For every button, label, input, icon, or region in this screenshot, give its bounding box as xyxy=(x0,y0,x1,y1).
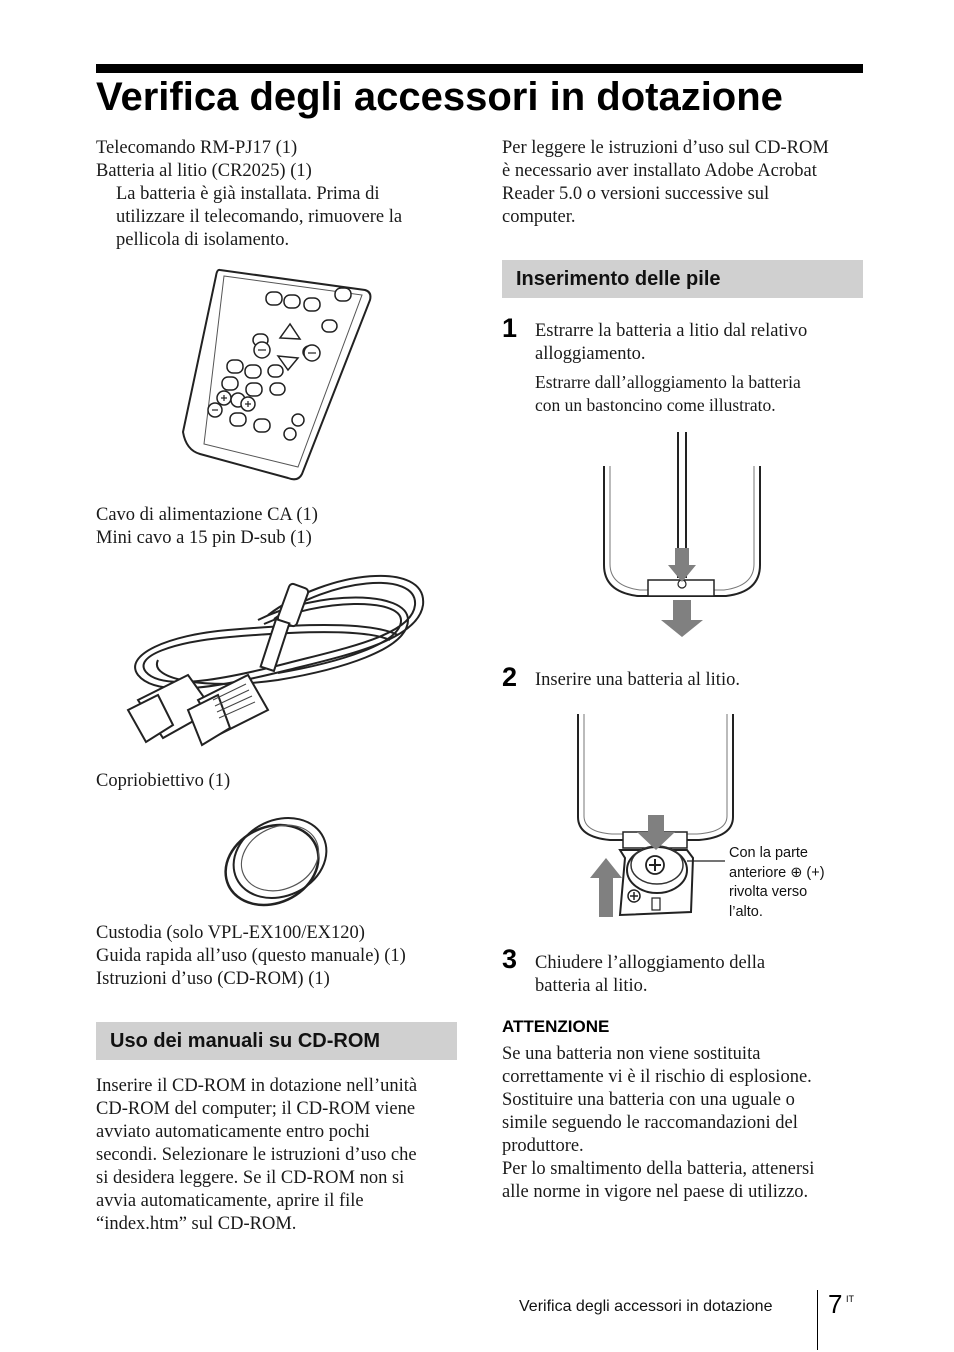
cdrom-instructions: Inserire il CD-ROM in dotazione nell’unità CD-ROM del computer; il CD-ROM viene avviato automaticamente entro pochi secondi. Selezionare le istruzioni d’uso che si desidera leggere. Se il CD-ROM non si avvia automaticamente, aprire il file “index.htm” sul CD-ROM. xyxy=(96,1076,418,1234)
accessory-list-remote xyxy=(96,137,402,252)
remote-control-illustration xyxy=(180,262,375,487)
footer-section-label: Verifica degli accessori in dotazione xyxy=(519,1298,773,1315)
cable-illustration xyxy=(118,560,438,755)
list-item: Telecomando RM-PJ17 (1) xyxy=(96,138,298,158)
page-language-suffix: IT xyxy=(846,1294,854,1304)
battery-insert-illustration xyxy=(575,712,740,922)
section-heading-batteries: Inserimento delle pile xyxy=(502,260,863,298)
list-item: Guida rapida all’uso (questo manuale) (1) xyxy=(96,946,406,966)
battery-note: La batteria è già installata. Prima di utilizzare il telecomando, rimuovere la pellicola di isolamento. xyxy=(116,184,403,250)
step-3-text: Chiudere l’alloggiamento della batteria al litio. xyxy=(535,953,766,996)
accessory-list-lens-cap xyxy=(96,770,230,793)
accessory-list-cables xyxy=(96,504,318,550)
acrobat-requirement: Per leggere le istruzioni d’uso sul CD-ROM è necessario aver installato Adobe Acrobat Reader 5.0 o versioni successive sul computer. xyxy=(502,138,829,227)
list-item: Custodia (solo VPL-EX100/EX120) xyxy=(96,923,365,943)
battery-orientation-callout: Con la parte anteriore ⊕ (+) rivolta verso l’alto. xyxy=(729,845,825,920)
list-item: Cavo di alimentazione CA (1) xyxy=(96,505,318,525)
lens-cap-illustration xyxy=(220,808,335,913)
list-item: Copriobiettivo (1) xyxy=(96,771,231,791)
step-number: 3 xyxy=(502,944,518,974)
step-number: 1 xyxy=(502,313,518,343)
footer-divider xyxy=(817,1290,818,1350)
step-1-text: Estrarre la batteria a litio dal relativo alloggiamento. xyxy=(535,321,808,364)
step-1-subtext: Estrarre dall’alloggiamento la batteria con un bastoncino come illustrato. xyxy=(535,372,801,415)
attention-text: Se una batteria non viene sostituita correttamente vi è il rischio di esplosione. Sostituire una batteria con una uguale o simile seguendo le raccomandazioni del produttore. Per lo smaltimento della batteria, attenersi alle norme in vigore nel paese di utilizzo. xyxy=(502,1044,815,1202)
title-rule xyxy=(96,64,863,73)
battery-removal-illustration xyxy=(600,430,765,640)
section-heading-cdrom: Uso dei manuali su CD-ROM xyxy=(96,1022,457,1060)
step-number: 2 xyxy=(502,662,518,692)
page-number: 7 xyxy=(828,1289,843,1319)
page-title: Verifica degli accessori in dotazione xyxy=(96,75,783,119)
list-item: Mini cavo a 15 pin D-sub (1) xyxy=(96,528,312,548)
accessory-list-docs xyxy=(96,922,406,991)
list-item: Batteria al litio (CR2025) (1) xyxy=(96,161,312,181)
step-2-text: Inserire una batteria al litio. xyxy=(535,670,740,690)
list-item: Istruzioni d’uso (CD-ROM) (1) xyxy=(96,969,330,989)
attention-heading: ATTENZIONE xyxy=(502,1017,610,1036)
